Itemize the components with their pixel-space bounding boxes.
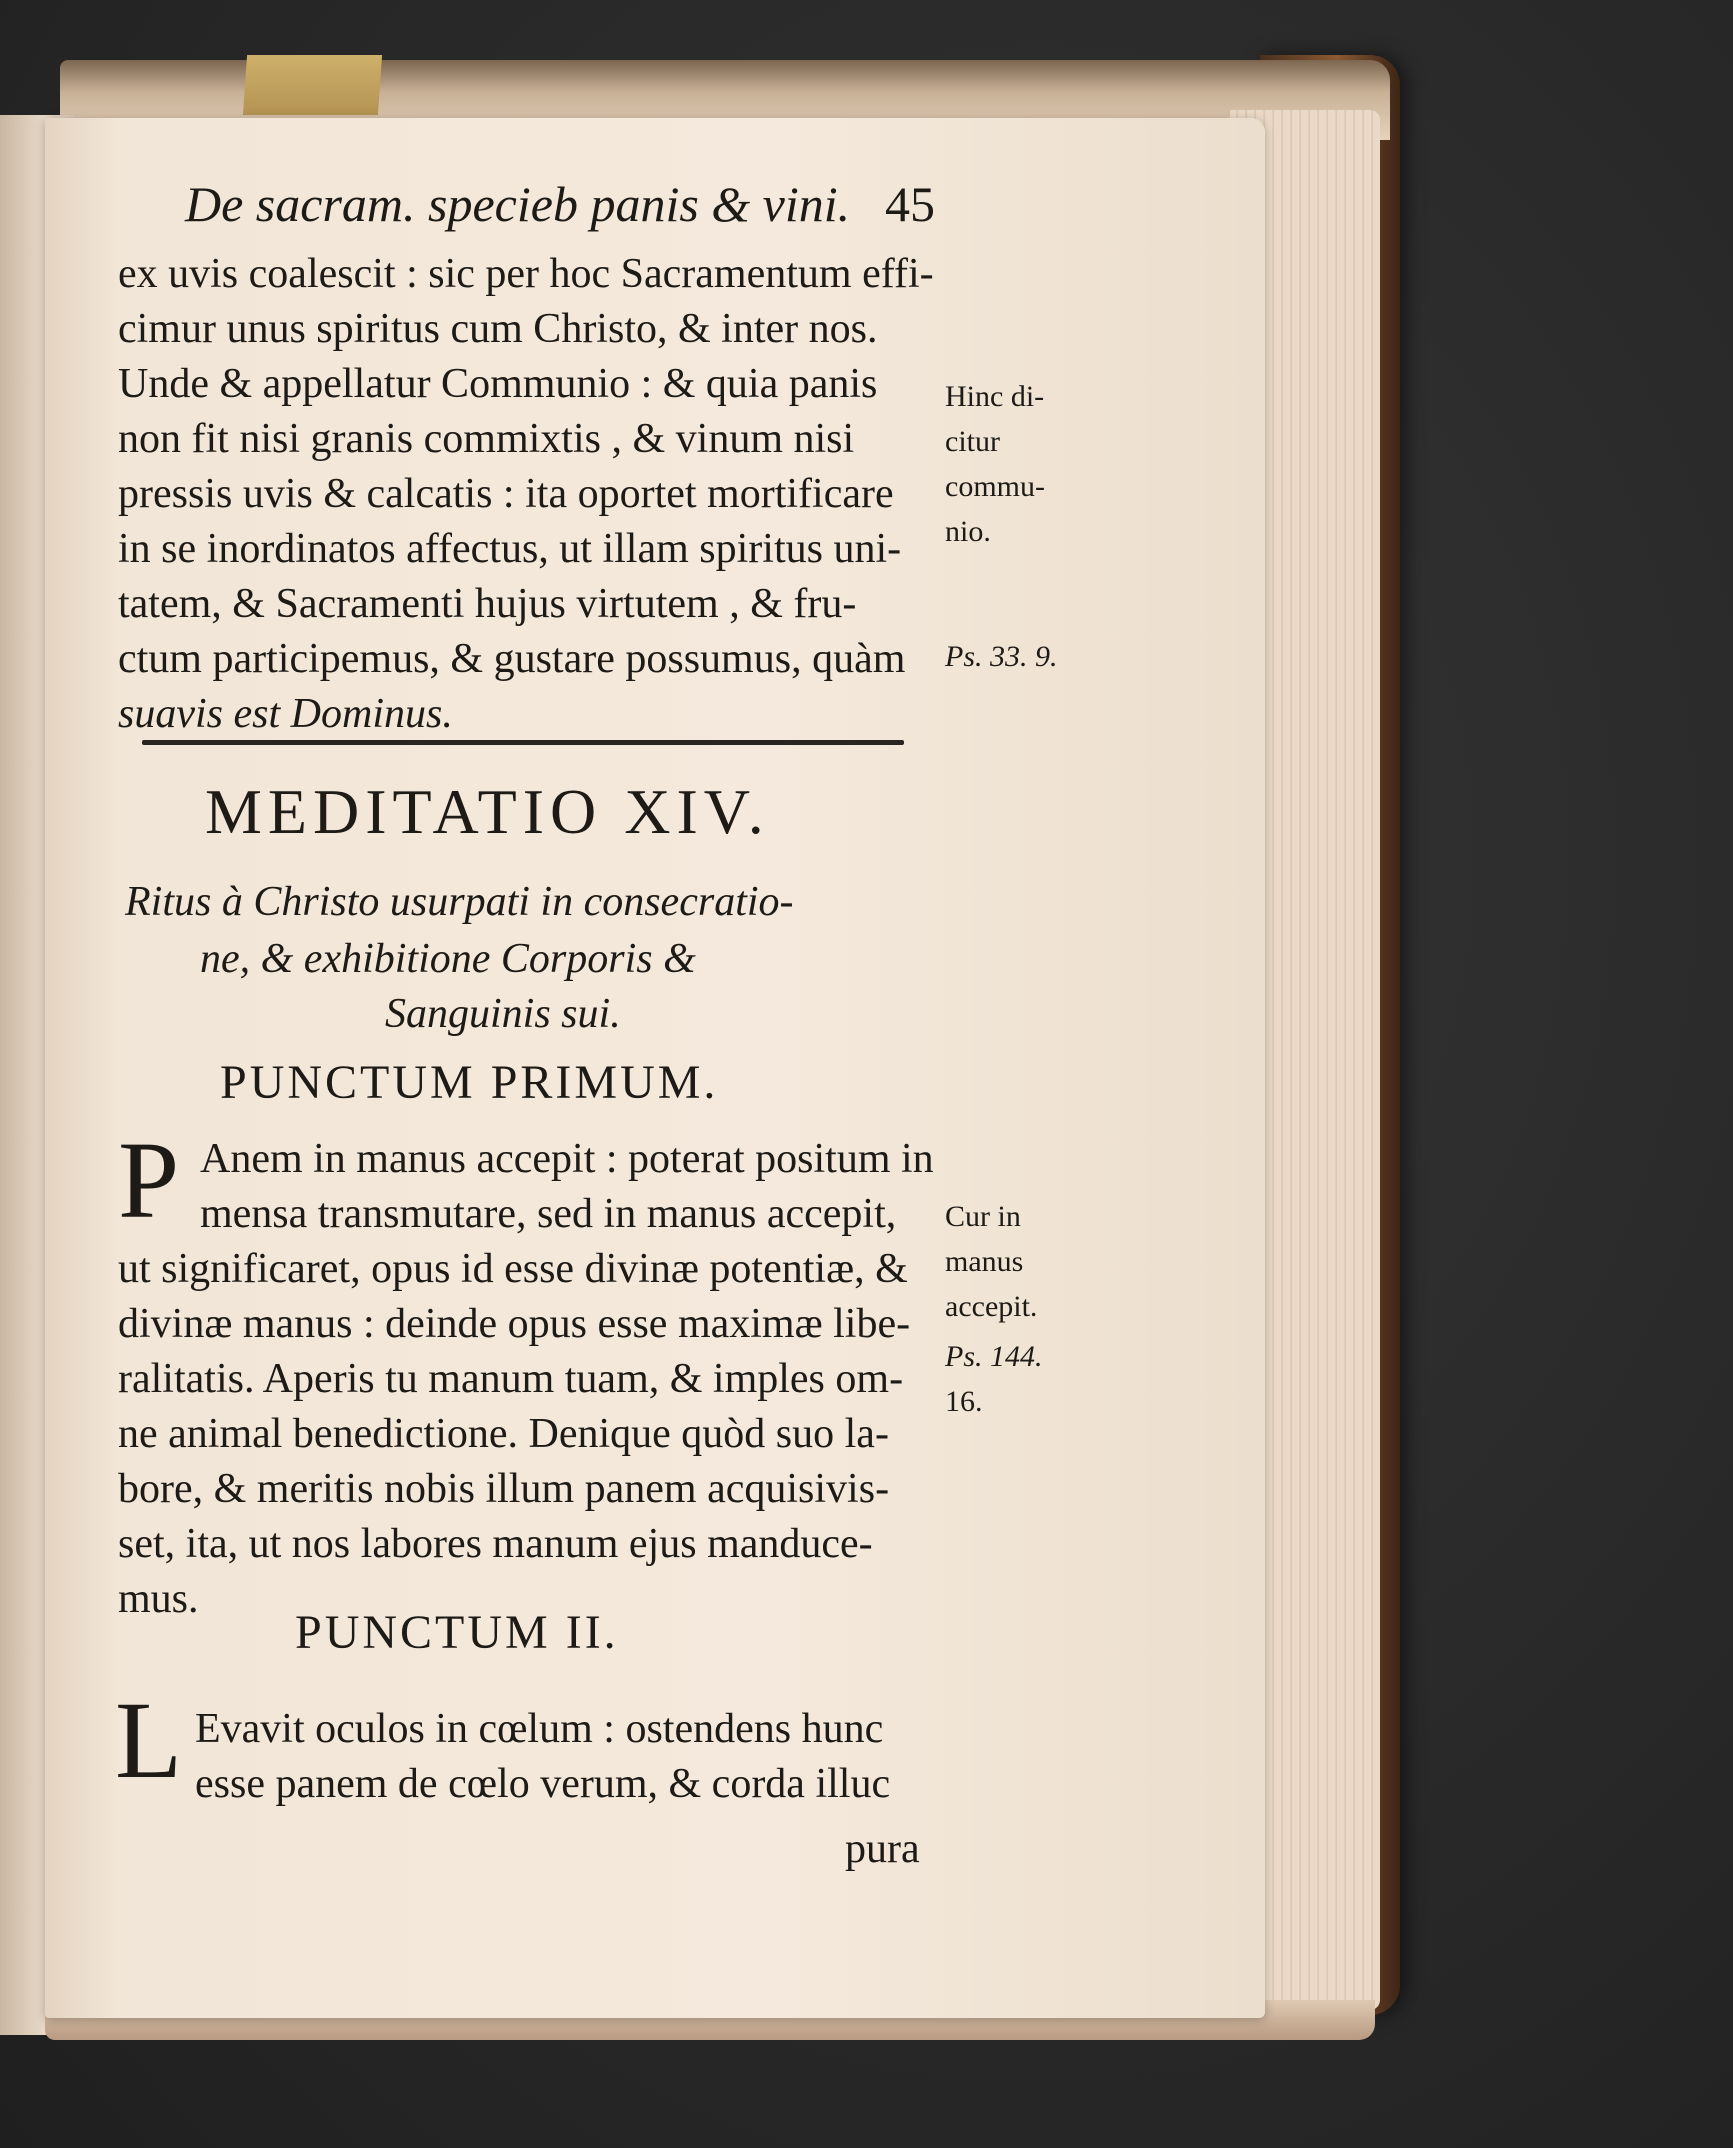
margin-reference: Ps. 144.: [945, 1340, 1043, 1373]
margin-note-line: Cur in: [945, 1200, 1021, 1233]
margin-reference: 16.: [945, 1385, 983, 1418]
text-line: ctum participemus, & gustare possumus, quàm: [118, 636, 906, 682]
margin-note-line: citur: [945, 425, 1000, 458]
text-line: ex uvis coalescit : sic per hoc Sacramentum effi-: [118, 251, 934, 297]
text-line: Unde & appellatur Communio : & quia panis: [118, 361, 878, 407]
text-line: non fit nisi granis commixtis , & vinum nisi: [118, 416, 855, 462]
text-line: bore, & meritis nobis illum panem acquisivis-: [118, 1466, 890, 1512]
text-line: divinæ manus : deinde opus esse maximæ libe-: [118, 1301, 911, 1347]
margin-note-line: nio.: [945, 515, 991, 548]
punctum-heading: PUNCTUM PRIMUM.: [220, 1056, 719, 1109]
paper-bookmark: [243, 55, 382, 115]
text-line: ut significaret, opus id esse divinæ potentiæ, &: [118, 1246, 908, 1292]
margin-note-line: manus: [945, 1245, 1024, 1278]
text-line: Anem in manus accepit : poterat positum in: [200, 1136, 934, 1182]
text-line: cimur unus spiritus cum Christo, & inter nos.: [118, 306, 878, 352]
section-divider: [142, 740, 904, 745]
text-line: suavis est Dominus.: [118, 691, 453, 737]
drop-cap: L: [115, 1679, 183, 1801]
punctum-heading: PUNCTUM II.: [295, 1606, 619, 1659]
margin-note-line: commu-: [945, 470, 1045, 503]
meditation-title: MEDITATIO XIV.: [205, 776, 770, 847]
text-line: pressis uvis & calcatis : ita oportet mortificare: [118, 471, 894, 517]
margin-note-line: accepit.: [945, 1290, 1038, 1323]
text-line: in se inordinatos affectus, ut illam spiritus uni-: [118, 526, 902, 572]
text-line: mensa transmutare, sed in manus accepit,: [200, 1191, 897, 1237]
running-header: De sacram. specieb panis & vini.: [185, 176, 851, 232]
text-line: tatem, & Sacramenti hujus virtutem , & fru-: [118, 581, 857, 627]
catchword: pura: [845, 1826, 920, 1872]
margin-note-line: Hinc di-: [945, 380, 1045, 413]
text-line: set, ita, ut nos labores manum ejus manduce-: [118, 1521, 873, 1567]
subtitle-line: ne, & exhibitione Corporis &: [200, 936, 696, 982]
text-line: ne animal benedictione. Denique quòd suo la-: [118, 1411, 889, 1457]
text-line: mus.: [118, 1576, 199, 1622]
text-line: Evavit oculos in cœlum : ostendens hunc: [195, 1706, 884, 1752]
margin-reference: Ps. 33. 9.: [945, 640, 1058, 673]
page-number: 45: [885, 176, 935, 232]
subtitle-line: Ritus à Christo usurpati in consecratio-: [125, 879, 794, 925]
text-line: ralitatis. Aperis tu manum tuam, & imples om-: [118, 1356, 904, 1402]
text-line: esse panem de cœlo verum, & corda illuc: [195, 1761, 891, 1807]
subtitle-line: Sanguinis sui.: [385, 991, 621, 1037]
drop-cap: P: [118, 1119, 180, 1241]
